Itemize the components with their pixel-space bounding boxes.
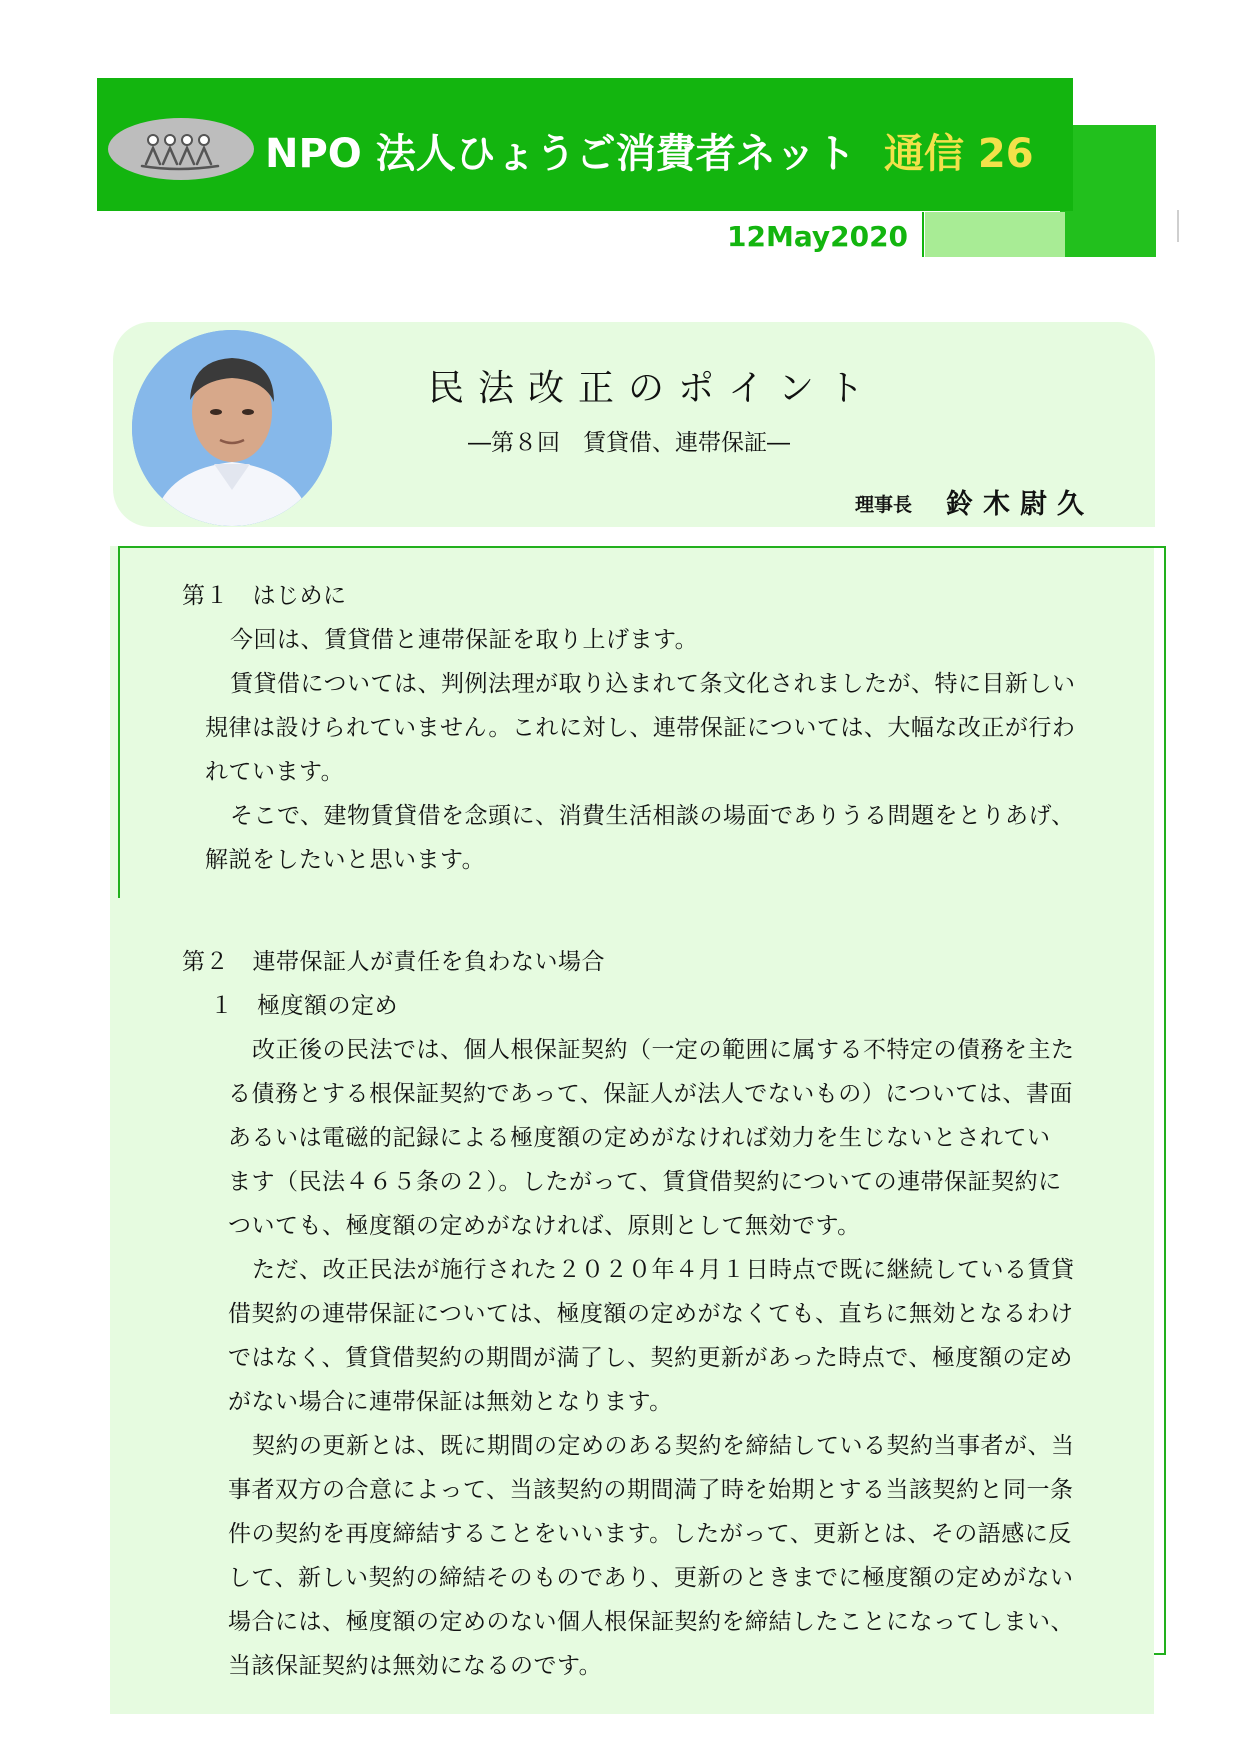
article-title: 民法改正のポイント bbox=[428, 368, 879, 409]
issue-number: 通信 26 bbox=[884, 131, 1034, 177]
author-name: 鈴木尉久 bbox=[946, 489, 1094, 520]
paragraph-line: る債務とする根保証契約であって、保証人が法人でないもの）については、書面 bbox=[228, 1081, 1073, 1107]
paragraph-line: 解説をしたいと思います。 bbox=[205, 847, 486, 873]
org-name: NPO 法人ひょうご消費者ネット bbox=[265, 131, 856, 177]
paragraph-line: がない場合に連帯保証は無効となります。 bbox=[228, 1389, 673, 1415]
paragraph-line: 改正後の民法では、個人根保証契約（一定の範囲に属する不特定の債務を主た bbox=[252, 1037, 1075, 1063]
section2-subheading: １ 極度額の定め bbox=[210, 993, 398, 1019]
body-border-left bbox=[118, 546, 120, 898]
date-divider bbox=[922, 212, 924, 257]
org-logo bbox=[108, 118, 254, 180]
author-role: 理事長 bbox=[855, 494, 913, 516]
paragraph-line: ついても、極度額の定めがなければ、原則として無効です。 bbox=[228, 1213, 861, 1239]
paragraph-line: あるいは電磁的記録による極度額の定めがなければ効力を生じないとされてい bbox=[228, 1125, 1051, 1151]
paragraph-line: ではなく、賃貸借契約の期間が満了し、契約更新があった時点で、極度額の定め bbox=[228, 1345, 1073, 1371]
article-subtitle: ―第８回 賃貸借、連帯保証― bbox=[468, 430, 790, 456]
paragraph-line: 規律は設けられていません。これに対し、連帯保証については、大幅な改正が行わ bbox=[205, 715, 1076, 741]
paragraph-line: 借契約の連帯保証については、極度額の定めがなくても、直ちに無効となるわけ bbox=[228, 1301, 1074, 1327]
section2-heading: 第２ 連帯保証人が責任を負わない場合 bbox=[182, 949, 605, 975]
paragraph-line: 今回は、賃貸借と連帯保証を取り上げます。 bbox=[230, 627, 699, 653]
banner-fold bbox=[925, 212, 1065, 257]
author-portrait bbox=[132, 330, 332, 526]
paragraph-line: そこで、建物賃貸借を念頭に、消費生活相談の場面でありうる問題をとりあげ、 bbox=[230, 803, 1075, 829]
edge-mark bbox=[1177, 210, 1179, 242]
paragraph-line: 件の契約を再度締結することをいいます。したがって、更新とは、その語感に反 bbox=[228, 1521, 1072, 1547]
issue-date: 12May2020 bbox=[727, 220, 909, 253]
paragraph-line: 契約の更新とは、既に期間の定めのある契約を締結している契約当事者が、当 bbox=[252, 1433, 1075, 1459]
paragraph-line: ます（民法４６５条の２）。したがって、賃貸借契約についての連帯保証契約に bbox=[228, 1169, 1062, 1195]
body-border-right bbox=[1164, 546, 1166, 1654]
banner-shadow bbox=[1060, 125, 1156, 257]
paragraph-line: れています。 bbox=[205, 759, 345, 785]
paragraph-line: 事者双方の合意によって、当該契約の期間満了時を始期とする当該契約と同一条 bbox=[228, 1477, 1074, 1503]
paragraph-line: して、新しい契約の締結そのものであり、更新のときまでに極度額の定めがない bbox=[228, 1565, 1074, 1591]
body-border-top bbox=[118, 546, 1166, 548]
body-border-bottom bbox=[1154, 1653, 1166, 1655]
paragraph-line: 賃貸借については、判例法理が取り込まれて条文化されましたが、特に目新しい bbox=[230, 671, 1076, 697]
paragraph-line: 場合には、極度額の定めのない個人根保証契約を締結したことになってしまい、 bbox=[228, 1609, 1074, 1635]
paragraph-line: 当該保証契約は無効になるのです。 bbox=[228, 1653, 603, 1679]
paragraph-line: ただ、改正民法が施行された２０２０年４月１日時点で既に継続している賃貸 bbox=[252, 1257, 1075, 1283]
section1-heading: 第１ はじめに bbox=[182, 583, 347, 609]
